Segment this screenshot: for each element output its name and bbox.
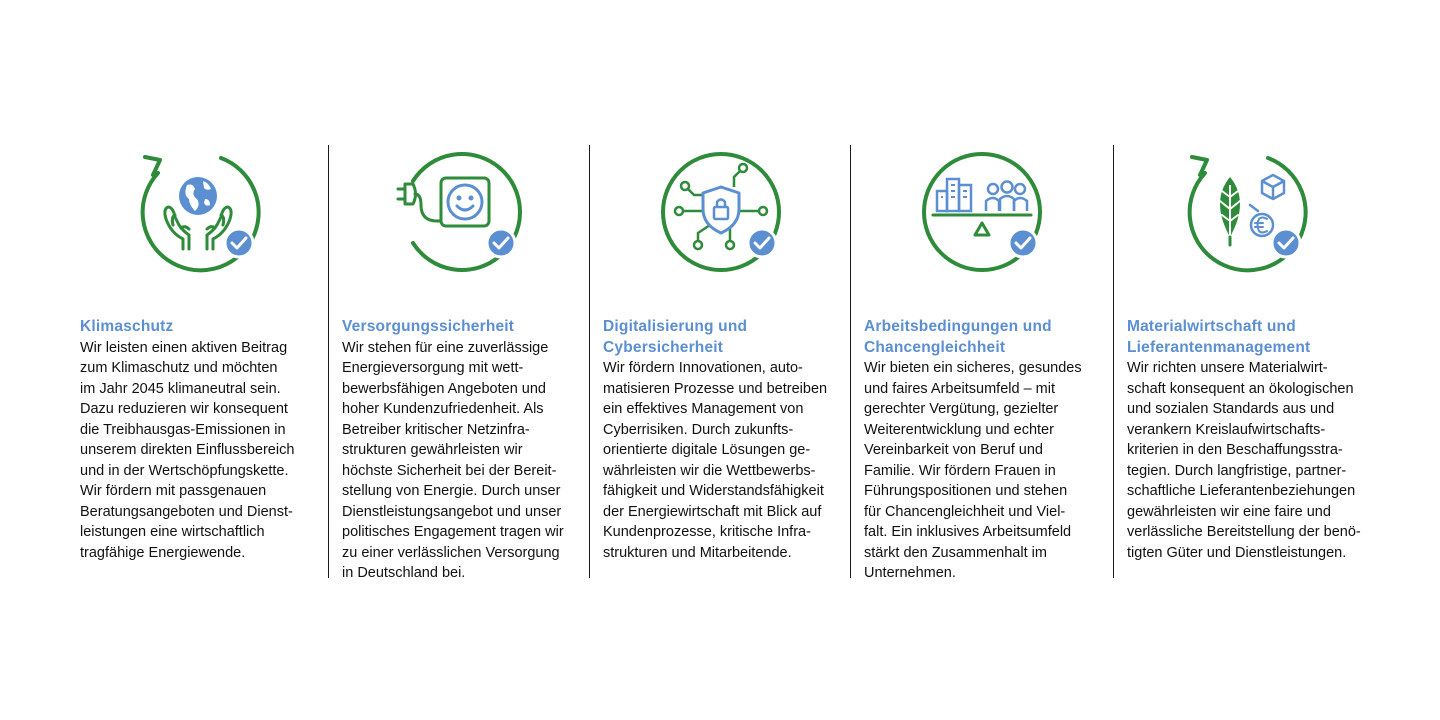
column-body: Wir leisten einen aktiven Beitrag zum Klimaschutz und möchten im Jahr 2045 klimaneutral sein. Dazu reduzieren wir konsequent die Treibhausgas-Emissionen in unserem direkten Einflussbereich und in der Wertschöpfungskette. Wir fördern mit passgenauen Beratungsangeboten und Dienst- leistungen eine wirtschaftlich tragfähige Energiewende. <box>80 339 295 561</box>
column-materialwirtschaft <box>1113 145 1376 578</box>
text-block <box>1127 317 1372 563</box>
globe-in-hands-icon <box>131 145 265 279</box>
leaf-box-euro-icon <box>1178 145 1312 279</box>
column-body: Wir richten unsere Materialwirt- schaft konsequent an ökologischen und sozialen Standards aus und verankern Kreislaufwirtschafts- kriterien in den Beschaffungsstra- tegien. Durch langfristige, partner- schaftliche Lieferantenbeziehungen gewährleisten wir eine faire und verlässliche Bereitstellung der benö- tigten Güter und Dienstleistungen. <box>1127 360 1361 561</box>
text-block <box>864 317 1109 584</box>
column-heading: Klimaschutz <box>80 318 174 335</box>
column-arbeitsbedingungen <box>850 145 1113 581</box>
text-block <box>80 317 325 563</box>
plug-and-smiley-socket-icon <box>393 145 527 279</box>
column-heading: Materialwirtschaft und Lieferantenmanagement <box>1127 318 1311 356</box>
column-heading: Arbeitsbedingungen und Chancengleichheit <box>864 318 1052 356</box>
column-versorgungssicherheit <box>328 145 591 581</box>
text-block <box>342 317 587 584</box>
column-body: Wir fördern Innovationen, auto- matisieren Prozesse und betreiben ein effektives Management von Cyberrisiken. Durch zukunfts- orientierte digitale Lösungen ge- währleisten wir die Wettbewerbs- fähigkeit und Widerstandsfähigkeit der Energiewirtschaft mit Blick auf Kundenprozesse, kritische Infra- strukturen und Mitarbeitende. <box>603 360 828 561</box>
column-body: Wir stehen für eine zuverlässige Energieversorgung mit wett- bewerbsfähigen Angeboten und hoher Kundenzufriedenheit. Als Betreiber kritischer Netzinfra- strukturen gewährleisten wir höchste Sicherheit bei der Bereit- stellung von Energie. Durch unser Dienstleistungsangebot und unser politisches Engagement tragen wir zu einer verlässlichen Versorgung in Deutschland bei. <box>342 339 564 581</box>
column-body: Wir bieten ein sicheres, gesundes und faires Arbeitsumfeld – mit gerechter Vergütung, gezielter Weiterentwicklung und echter Vereinbarkeit von Beruf und Familie. Wir fördern Frauen in Führungspositionen und stehen für Chancengleichheit und Viel- falt. Ein inklusives Arbeitsumfeld stärkt den Zusammenhalt im Unternehmen. <box>864 360 1082 581</box>
column-digitalisierung <box>589 145 852 578</box>
shield-lock-network-icon <box>654 145 788 279</box>
column-heading: Digitalisierung und Cybersicherheit <box>603 318 748 356</box>
balance-buildings-people-icon <box>915 145 1049 279</box>
column-heading: Versorgungssicherheit <box>342 318 515 335</box>
column-klimaschutz <box>67 145 329 578</box>
text-block <box>603 317 848 563</box>
